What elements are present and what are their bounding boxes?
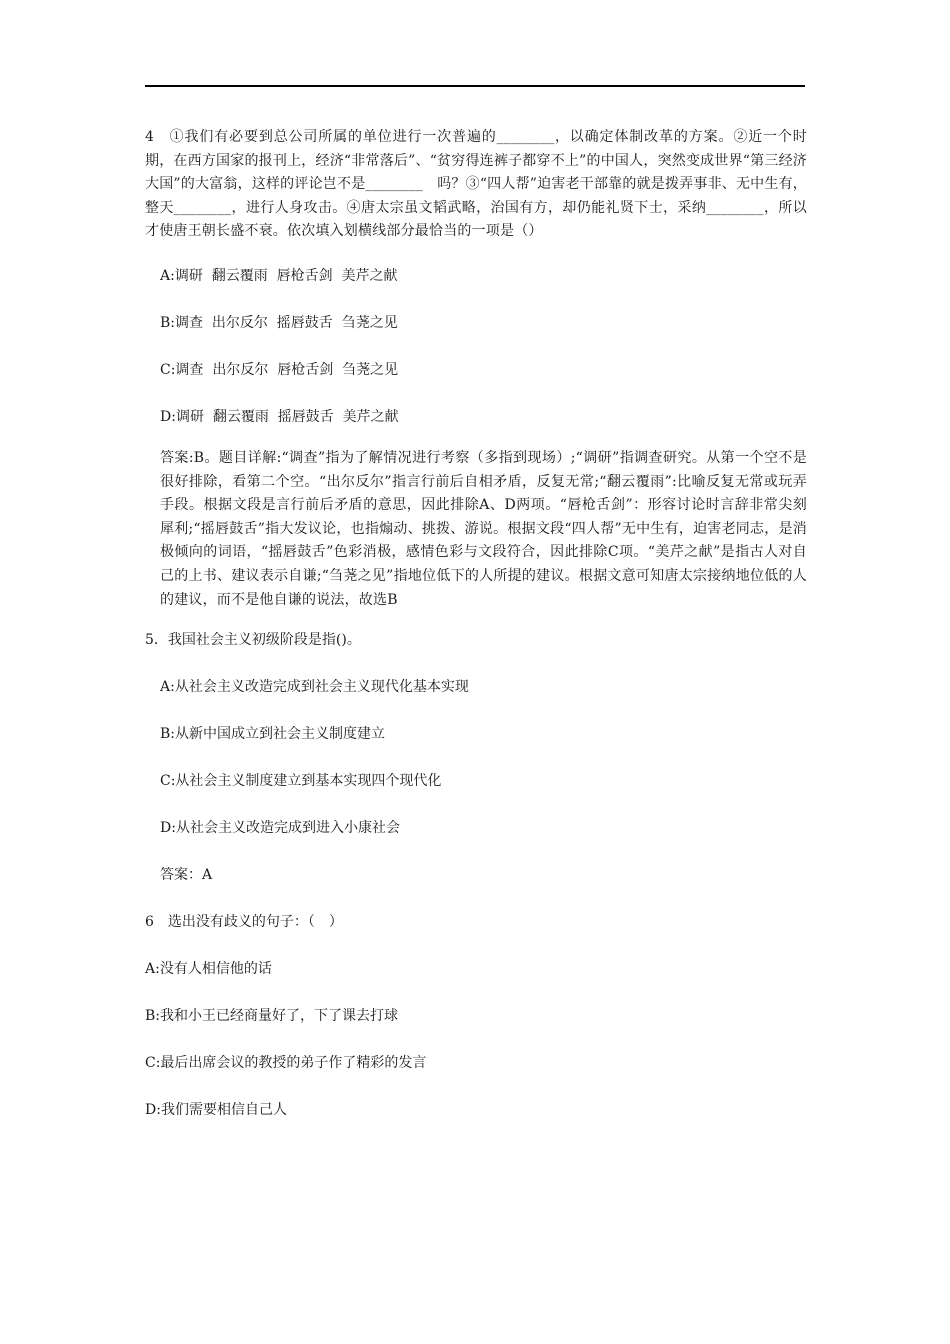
question-5-option-b: B:从新中国成立到社会主义制度建立 [160,726,386,743]
header-rule [145,85,805,87]
question-5-option-c: C:从社会主义制度建立到基本实现四个现代化 [160,773,442,790]
question-5-option-a: A:从社会主义改造完成到社会主义现代化基本实现 [160,679,469,696]
question-4-option-b: B:调查 出尔反尔 摇唇鼓舌 刍荛之见 [160,314,398,331]
question-5-option-d: D:从社会主义改造完成到进入小康社会 [160,820,400,837]
question-6-option-d: D:我们需要相信自己人 [145,1102,287,1119]
question-4-answer: 答案:B。题目详解:“调查”指为了解情况进行考察（多指到现场）;“调研”指调查研究。从第一个空不是很好排除，看第二个空。“出尔反尔”指言行前后自相矛盾，反复无常;“翻云覆雨”:比喻反复无常或玩弄手段。根据文段是言行前后矛盾的意思，因此排除A、D两项。“唇枪舌剑”：形容讨论时言辞非常尖刻犀利;“摇唇鼓舌”指大发议论，也指煽动、挑拨、游说。根据文段“四人帮”无中生有，迫害老同志，是消极倾向的词语，“摇唇鼓舌”色彩消极，感情色彩与文段符合，因此排除C项。“美芹之献”是指古人对自己的上书、建议表示自谦;“刍荛之见”指地位低下的人所提的建议。根据文意可知唐太宗接纳地位低的人的建议，而不是他自谦的说法，故选B [160,449,807,608]
question-4-option-a: A:调研 翻云覆雨 唇枪舌剑 美芹之献 [160,267,398,284]
question-6-stem: 6 选出没有歧义的句子：（ ） [145,914,343,931]
question-5-answer: 答案：A [160,867,213,884]
question-5-stem: 5．我国社会主义初级阶段是指()。 [145,632,361,649]
question-6-option-a: A:没有人相信他的话 [145,961,272,978]
document-body [145,126,807,1120]
question-4-option-c: C:调查 出尔反尔 唇枪舌剑 刍荛之见 [160,361,399,378]
question-4-option-d: D:调研 翻云覆雨 摇唇鼓舌 美芹之献 [160,408,399,425]
question-4-stem: 4 ①我们有必要到总公司所属的单位进行一次普遍的________，以确定体制改革的方案。②近一个时期，在西方国家的报刊上，经济“非常落后”、“贫穷得连裤子都穿不上”的中国人，突然变成世界“第三经济大国”的大富翁，这样的评论岂不是________ 吗？③“四人帮”迫害老干部靠的就是拨弄事非、无中生有，整天________，进行人身攻击。④唐太宗虽文韬武略，治国有方，却仍能礼贤下士，采纳________，所以才使唐王朝长盛不衰。依次填入划横线部分最恰当的一项是（） [145,129,807,240]
question-6-option-c: C:最后出席会议的教授的弟子作了精彩的发言 [145,1055,427,1072]
question-6-option-b: B:我和小王已经商量好了，下了课去打球 [145,1008,399,1025]
